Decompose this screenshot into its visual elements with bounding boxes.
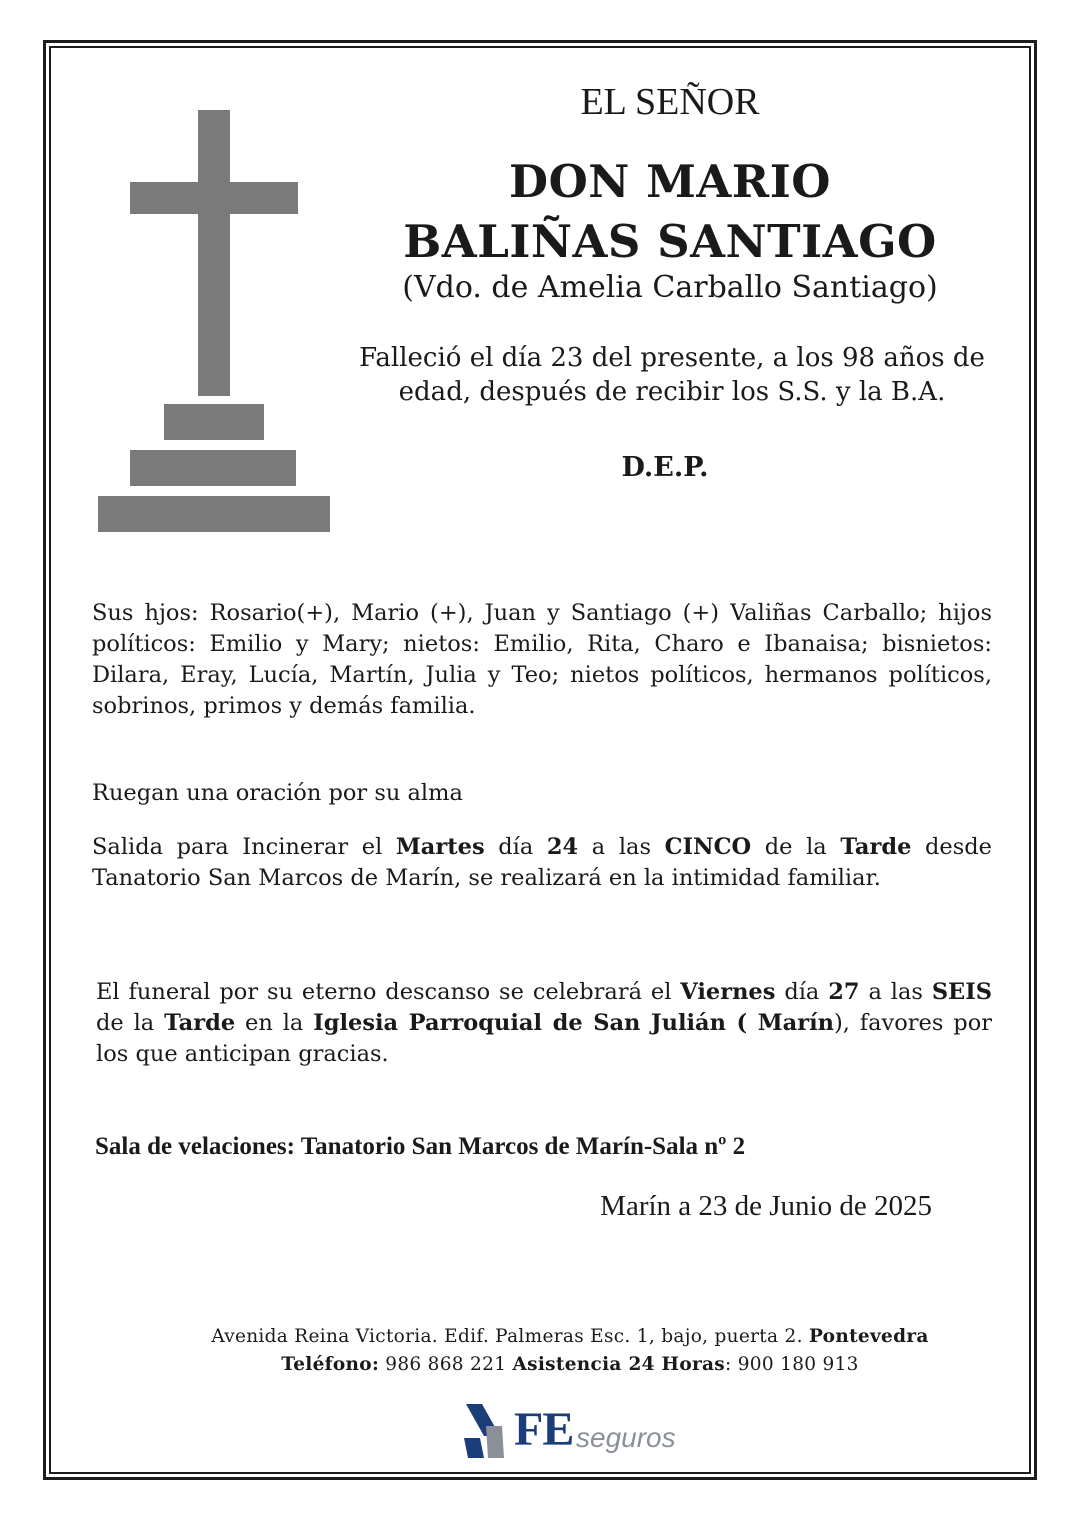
prayer-text: Ruegan una oración por su alma (92, 780, 463, 806)
departure-text-2: día (484, 834, 547, 860)
departure-day: Martes (395, 834, 485, 860)
fe-logo-mark-icon (460, 1400, 510, 1462)
footer-assist-phone: : 900 180 913 (725, 1354, 859, 1375)
fe-seguros-logo (460, 1400, 700, 1462)
dep-text: D.E.P. (621, 452, 709, 483)
logo-suffix: seguros (576, 1422, 676, 1453)
funeral-text-6: ), favores por los que anticipan gracias. (96, 1010, 993, 1067)
wake-room: Sala de velaciones: Tanatorio San Marcos de Marín-Sala nº 2 (95, 1133, 746, 1160)
footer-phone: 986 868 221 (379, 1354, 513, 1375)
logo-brand: FE (514, 1403, 574, 1456)
deceased-name-line2: BALIÑAS SANTIAGO (403, 215, 937, 268)
family-paragraph: Sus hjos: Rosario(+), Mario (+), Juan y Santiago (+) Valiñas Carballo; hijos políticos: Emilio y Mary; nietos: Emilio, Rita, Charo e Ibanaisa; bisnietos: Dilara, Eray, Lucía, Martín, Julia y Teo; nietos políticos, hermanos políticos, sobrinos, primos y demás familia. (92, 600, 992, 719)
footer-phone-line (130, 1351, 1010, 1379)
death-notice (352, 341, 992, 409)
funeral-text-1: El funeral por su eterno descanso se celebrará el (96, 979, 681, 1005)
death-notice-line1: Falleció el día 23 del presente, a los 98 años de (359, 343, 985, 373)
deceased-name-line1: DON MARIO (509, 155, 831, 208)
place-date: Marín a 23 de Junio de 2025 (600, 1190, 932, 1222)
funeral-day: Viernes (680, 979, 776, 1005)
death-notice-line2: edad, después de recibir los S.S. y la B.A. (398, 377, 946, 407)
footer-contact (130, 1323, 1010, 1379)
footer-assist-label: Asistencia 24 Horas (512, 1354, 726, 1375)
title: EL SEÑOR (580, 81, 760, 123)
funeral-period: Tarde (164, 1010, 236, 1036)
departure-text-4: de la (751, 834, 841, 860)
departure-text-3: a las (578, 834, 665, 860)
cross-icon (98, 110, 330, 532)
funeral-church: Iglesia Parroquial de San Julián ( Marín (313, 1010, 834, 1036)
footer-address-line (130, 1323, 1010, 1351)
departure-period: Tarde (840, 834, 912, 860)
footer-phone-label: Teléfono: (281, 1354, 380, 1375)
footer-city: Pontevedra (808, 1326, 929, 1347)
departure-hour: CINCO (664, 834, 752, 860)
departure-text-1: Salida para Incinerar el (92, 834, 396, 860)
departure-date: 24 (546, 834, 579, 860)
departure-text-5: desde Tanatorio San Marcos de Marín, se realizará en la intimidad familiar. (92, 834, 992, 891)
funeral-hour: SEIS (931, 979, 992, 1005)
funeral-text-5: en la (235, 1010, 314, 1036)
funeral-date: 27 (828, 979, 860, 1005)
footer-address: Avenida Reina Victoria. Edif. Palmeras Esc. 1, bajo, puerta 2. (211, 1326, 809, 1347)
funeral-text-3: a las (859, 979, 932, 1005)
departure-paragraph (92, 832, 992, 894)
funeral-text-4: de la (96, 1010, 165, 1036)
funeral-text-2: día (775, 979, 829, 1005)
widow-note: (Vdo. de Amelia Carballo Santiago) (402, 270, 938, 305)
funeral-paragraph (96, 977, 992, 1070)
